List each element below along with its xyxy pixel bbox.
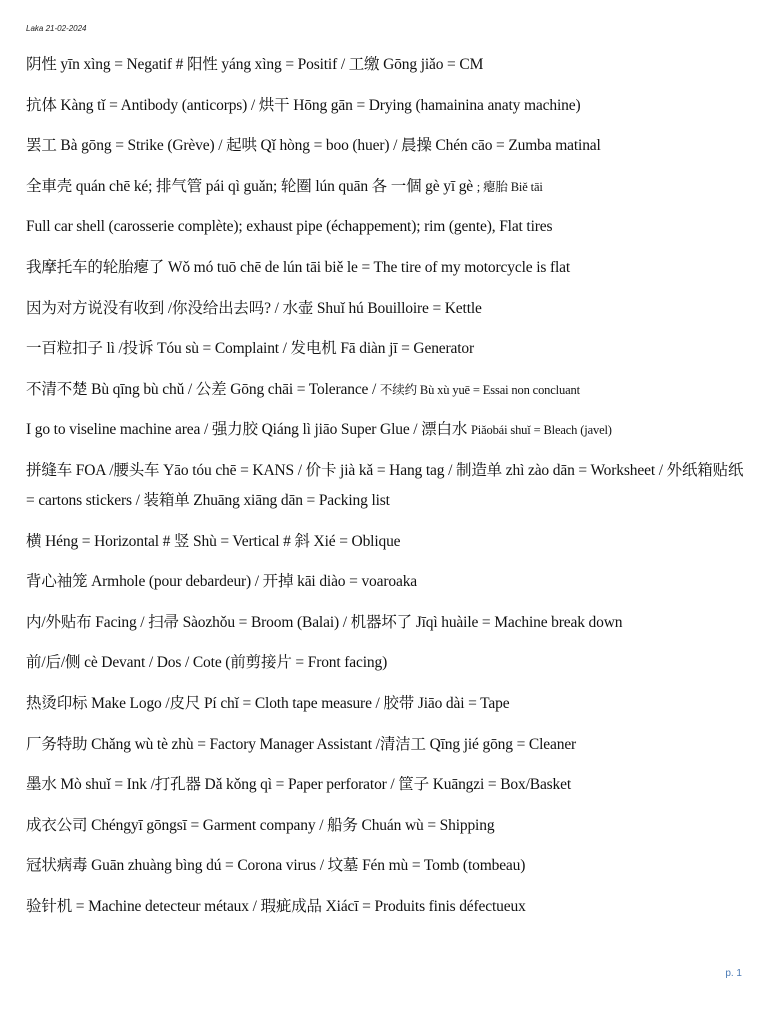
text-line-4-main: 全車壳 quán chē ké; 排气管 pái qì guǎn; 轮圈 lún quān 各 一個 gè yī gè: [26, 177, 477, 195]
text-line-17: 厂务特助 Chǎng wù tè zhù = Factory Manager Assistant /清洁工 Qīng jié gōng = Cleaner: [26, 735, 577, 753]
text-line-2: 抗体 Kàng tǐ = Antibody (anticorps) / 烘干 Hōng gān = Drying (hamainina anaty machine): [26, 96, 581, 114]
text-line-4: [26, 172, 748, 202]
text-line-15: 前/后/侧 cè Devant / Dos / Cote (前剪接片 = Front facing): [26, 654, 388, 672]
text-line-20: 冠状病毒 Guān zhuàng bìng dú = Corona virus / 坟墓 Fén mù = Tomb (tombeau): [26, 857, 526, 875]
text-line-19: 成衣公司 Chéngyī gōngsī = Garment company / 船务 Chuán wù = Shipping: [26, 816, 495, 834]
text-line-8: 一百粒扣子 lì /投诉 Tóu sù = Complaint / 发电机 Fā diàn jī = Generator: [26, 340, 475, 358]
text-line-9-tail: 不续约 Bù xù yuē = Essai non concluant: [379, 382, 580, 397]
text-line-10-tail: Piǎobái shuǐ = Bleach (javel): [470, 423, 612, 438]
text-line-9-main: 不清不楚 Bù qīng bù chǔ / 公差 Gōng chāi = Tolerance /: [26, 380, 380, 398]
document-body: [26, 50, 748, 932]
text-line-12: 横 Héng = Horizontal # 竖 Shù = Vertical # 斜 Xié = Oblique: [26, 532, 401, 550]
text-line-9: [26, 375, 748, 405]
text-line-11: 拼缝车 FOA /腰头车 Yāo tóu chē = KANS / 价卡 jià kǎ = Hang tag / 制造单 zhì zào dān = Worksheet / 外纸箱贴纸 = cartons stickers / 装箱单 Zhuāng xiāng dān = Packing list: [26, 461, 744, 509]
text-line-7: 因为对方说没有收到 /你没给出去吗? / 水壶 Shuǐ hú Bouilloire = Kettle: [26, 299, 482, 317]
text-line-16: 热烫印标 Make Logo /皮尺 Pí chǐ = Cloth tape measure / 胶带 Jiāo dài = Tape: [26, 694, 510, 712]
text-line-21: 验针机 = Machine detecteur métaux / 瑕疵成品 Xiácī = Produits finis défectueux: [26, 897, 526, 915]
text-line-6: 我摩托车的轮胎瘪了 Wǒ mó tuō chē de lún tāi biě le = The tire of my motorcycle is flat: [26, 258, 571, 276]
text-line-14: 内/外贴布 Facing / 扫帚 Sàozhǒu = Broom (Balai) / 机器坏了 Jīqì huàile = Machine break down: [26, 613, 623, 631]
text-line-4-tail: ; 瘪胎 Biě tāi: [476, 179, 543, 194]
text-line-10-main: I go to viseline machine area / 强力胶 Qiáng lì jiāo Super Glue / 漂白水: [26, 421, 471, 439]
text-line-18: 墨水 Mò shuǐ = Ink /打孔器 Dǎ kǒng qì = Paper perforator / 筐子 Kuāngzi = Box/Basket: [26, 776, 572, 794]
text-line-10: [26, 415, 748, 445]
text-line-13: 背心袖笼 Armhole (pour debardeur) / 开掉 kāi diào = voaroaka: [26, 573, 418, 591]
text-line-3: 罢工 Bà gōng = Strike (Grève) / 起哄 Qǐ hòng = boo (huer) / 晨操 Chén cāo = Zumba matinal: [26, 137, 601, 155]
text-line-5: Full car shell (carosserie complète); exhaust pipe (échappement); rim (gente), Flat tires: [26, 218, 553, 236]
page-number: p. 1: [725, 968, 742, 979]
text-line-1: 阴性 yīn xìng = Negatif # 阳性 yáng xìng = Positif / 工缴 Gōng jiǎo = CM: [26, 56, 484, 73]
document-header: Laka 21-02-2024: [26, 24, 87, 33]
